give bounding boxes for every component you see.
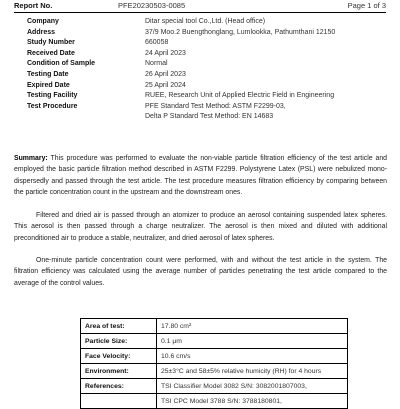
company-value: Ditar special tool Co.,Ltd. (Head office): [145, 18, 266, 25]
area-label: Area of test:: [81, 319, 157, 334]
summary-label: Summary:: [14, 155, 48, 162]
table-row: [81, 394, 348, 409]
environment-label: Environment:: [81, 364, 157, 379]
expired-label: Expired Date: [27, 81, 70, 89]
expired-value: 25 April 2024: [145, 81, 186, 89]
summary-text-2: Filtered and dried air is passed through an atomizer to produce an aerosol containing suspended latex spheres. This aerosol is then passed through a charge neutralizer. The aerosol is then mixed and diluted with additional preconditioned air to produce a stable, neutralizer, and dried aerosol of latex spheres.: [14, 212, 387, 242]
info-row-expired: [27, 81, 387, 92]
table-row: [81, 364, 348, 379]
info-row-testing-date: [27, 70, 387, 81]
test-conditions-table: [80, 318, 348, 409]
report-number: PFE20230503-0085: [118, 1, 186, 10]
received-label: Received Date: [27, 49, 75, 57]
received-value: 24 April 2023: [145, 49, 186, 57]
face-velocity-label: Face Velocity:: [81, 349, 157, 364]
summary-paragraph-2: [14, 210, 387, 244]
references-label-cont: [81, 394, 157, 409]
condition-value: Normal: [145, 60, 168, 68]
procedure-value-2: Delta P Standard Test Method: EN 14683: [145, 113, 274, 121]
testing-date-value: 26 April 2023: [145, 70, 186, 78]
company-label: Company: [27, 18, 59, 25]
info-row-facility: [27, 91, 387, 102]
info-row-procedure: [27, 102, 387, 123]
summary-text-1: This procedure was performed to evaluate the non-viable particle filtration efficiency of the test article and employed the basic particle filtration method described in ASTM F2299. Polystyrene Latex (PSL) were nebulized mono-dispersedly and passed through the test article. The test procedure measures filtration efficiency by comparing between the particle concentration count in the upstream and the downstream ones.: [14, 155, 388, 196]
table-row: [81, 379, 348, 394]
address-value: 37/9 Moo.2 Buengthonglang, Lumlookka, Pathumthani 12150: [145, 28, 336, 36]
procedure-label: Test Procedure: [27, 102, 78, 110]
references-value-2: TSI CPC Model 3788 S/N: 3788180801,: [157, 394, 348, 409]
info-row-study: [27, 38, 387, 49]
table-row: [81, 319, 348, 334]
info-row-received: [27, 49, 387, 60]
particle-size-value: 0.1 μm: [157, 334, 348, 349]
procedure-value-1: PFE Standard Test Method: ASTM F2299-03,: [145, 102, 286, 110]
condition-label: Condition of Sample: [27, 60, 96, 68]
study-label: Study Number: [27, 39, 75, 47]
face-velocity-value: 10.6 cm/s: [157, 349, 348, 364]
address-label: Address: [27, 28, 56, 36]
facility-label: Testing Facility: [27, 92, 78, 100]
header-divider: [14, 12, 386, 13]
testing-date-label: Testing Date: [27, 70, 69, 78]
environment-value: 25±3°C and 58±5% relative humicity (RH) for 4 hours: [157, 364, 348, 379]
table-row: [81, 334, 348, 349]
info-row-condition: [27, 59, 387, 70]
table-row: [81, 349, 348, 364]
report-info: [27, 17, 387, 123]
references-label: References:: [81, 379, 157, 394]
summary-paragraph-3: [14, 255, 387, 289]
info-row-address: [27, 28, 387, 39]
summary-text-3: One-minute particle concentration count were performed, with and without the test article in the system. The filtration efficiency was calculated using the average number of particles penetrating the test article compared to the average of the control values.: [14, 257, 387, 287]
particle-size-label: Particle Size:: [81, 334, 157, 349]
page-indicator: Page 1 of 3: [347, 1, 386, 10]
facility-value: RUEE, Research Unit of Applied Electric Field in Engineering: [145, 92, 335, 100]
study-value: 660058: [145, 39, 169, 47]
area-value: 17.80 cm²: [157, 319, 348, 334]
summary-paragraph-1: [14, 153, 387, 198]
references-value-1: TSI Classifier Model 3082 S/N: 3082001807003,: [157, 379, 348, 394]
info-row-company: [27, 17, 387, 28]
report-number-label: Report No.: [14, 1, 53, 10]
